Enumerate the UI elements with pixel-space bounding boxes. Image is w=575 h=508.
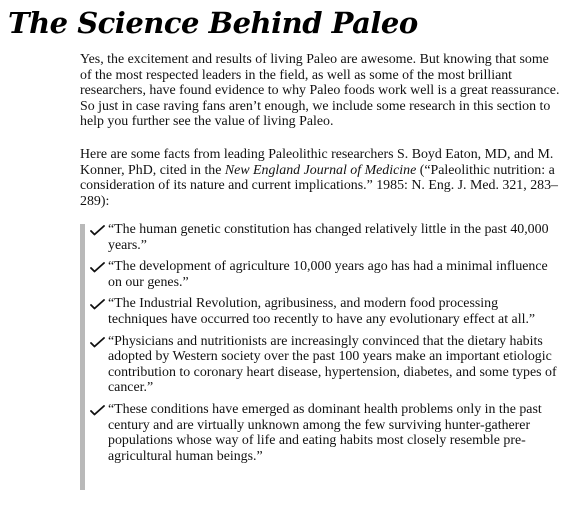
quote-item (90, 402, 560, 464)
quote-item (90, 222, 560, 253)
checkmark-icon (90, 337, 105, 348)
checkmark-icon (90, 405, 105, 416)
checkmark-icon (90, 299, 105, 310)
checkmark-icon (90, 262, 105, 273)
section-title: The Science Behind Paleo (8, 6, 418, 40)
quote-item (90, 296, 560, 327)
quote-sidebar-bar (80, 224, 85, 490)
journal-name: New England Journal of Medicine (224, 162, 417, 178)
quote-item (90, 259, 560, 290)
quote-text: “The human genetic constitution has changed relatively little in the past 40,000 years.” (108, 222, 549, 253)
quote-list (90, 222, 560, 470)
quote-block (80, 222, 560, 492)
facts-paragraph (80, 147, 560, 209)
quote-item (90, 334, 560, 396)
quote-text: “The Industrial Revolution, agribusiness, and modern food processing techniques have occurred too recently to have any evolutionary effect at all.” (108, 296, 536, 327)
quote-text: “Physicians and nutritionists are increasingly convinced that the dietary habits adopted by Western society over the past 100 years make an important etiologic contribution to coronary heart disease, hypertension, diabetes, and some types of cancer.” (108, 333, 557, 396)
quote-text: “The development of agriculture 10,000 years ago has had a minimal influence on our genes.” (108, 259, 548, 290)
checkmark-icon (90, 225, 105, 236)
intro-paragraph: Yes, the excitement and results of living Paleo are awesome. But knowing that some of the most respected leaders in the field, as well as some of the most brilliant researchers, have found evidence to why Paleo foods work well is a great reassurance. So just in case raving fans aren’t enough, we include some research in this section to help you further see the value of living Paleo. (80, 52, 560, 130)
facts-lead-text: Here are some facts from leading Paleolithic researchers S. Boyd Eaton, MD, and M. Konner, PhD, cited in the (80, 147, 554, 178)
quote-text: “These conditions have emerged as dominant health problems only in the past century and are virtually unknown among the few surviving hunter-gatherer populations whose way of life and eating habits most closely resemble pre-agricultural human beings.” (108, 401, 542, 464)
citation-text: (“Paleolithic nutrition: a consideration of its nature and current implications.” 1985: N. Eng. J. Med. 321, 283–289): (80, 162, 558, 209)
